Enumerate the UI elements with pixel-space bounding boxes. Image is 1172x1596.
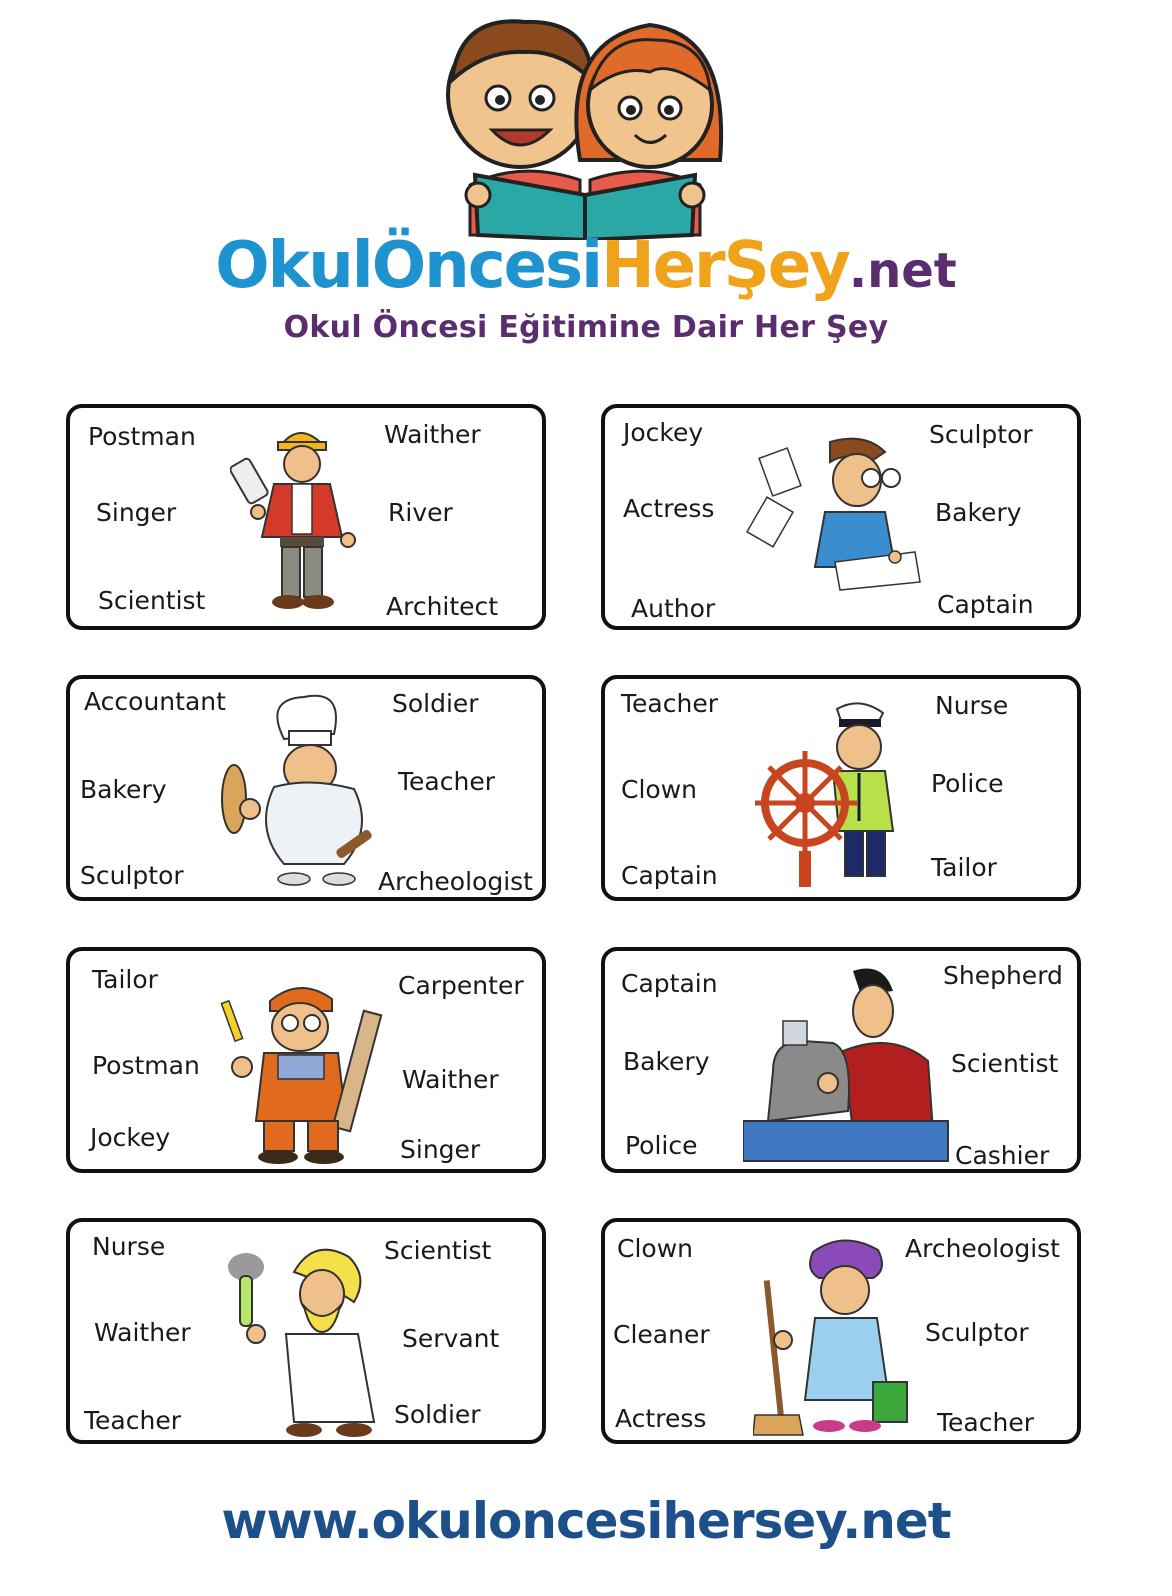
word-option[interactable]: River: [388, 498, 453, 527]
word-option[interactable]: Tailor: [92, 965, 158, 994]
word-option[interactable]: Accountant: [84, 687, 226, 716]
word-option[interactable]: Teacher: [937, 1408, 1034, 1437]
word-option[interactable]: Postman: [92, 1051, 200, 1080]
construction-worker-icon: [230, 422, 370, 612]
word-option[interactable]: Police: [931, 769, 1004, 798]
profession-card-4: [601, 675, 1081, 901]
tagline: Okul Öncesi Eğitimine Dair Her Şey: [283, 310, 889, 345]
word-option[interactable]: Jockey: [623, 418, 704, 447]
word-option[interactable]: Carpenter: [398, 971, 524, 1000]
word-option[interactable]: Bakery: [80, 775, 167, 804]
word-option[interactable]: Actress: [615, 1404, 707, 1433]
word-option[interactable]: Author: [631, 594, 716, 623]
profession-card-7: [66, 1218, 546, 1444]
word-option[interactable]: Clown: [621, 775, 697, 804]
word-option[interactable]: Bakery: [935, 498, 1022, 527]
cleaner-icon: [753, 1230, 923, 1440]
word-option[interactable]: Shepherd: [943, 961, 1063, 990]
word-option[interactable]: Jockey: [90, 1123, 171, 1152]
word-option[interactable]: Scientist: [384, 1236, 492, 1265]
profession-card-1: [66, 404, 546, 630]
word-option[interactable]: Waither: [402, 1065, 499, 1094]
author-writing-icon: [745, 432, 925, 592]
brand-part-net: .net: [848, 243, 957, 299]
word-option[interactable]: Cashier: [955, 1141, 1050, 1170]
word-option[interactable]: Bakery: [623, 1047, 710, 1076]
footer-website-link[interactable]: www.okuloncesihersey.net: [221, 1492, 951, 1550]
word-option[interactable]: Actress: [623, 494, 715, 523]
cashier-icon: [743, 961, 953, 1171]
profession-card-5: [66, 947, 546, 1173]
word-option[interactable]: Archeologist: [378, 867, 533, 896]
word-option[interactable]: Captain: [621, 969, 718, 998]
brand-part-hersey: HerŞey: [601, 229, 849, 303]
profession-card-2: [601, 404, 1081, 630]
brand-part-okuloncesi: OkulÖncesi: [215, 229, 602, 303]
word-option[interactable]: Tailor: [931, 853, 997, 882]
word-option[interactable]: Clown: [617, 1234, 693, 1263]
word-option[interactable]: Teacher: [621, 689, 718, 718]
word-option[interactable]: Archeologist: [905, 1234, 1060, 1263]
profession-card-3: [66, 675, 546, 901]
word-option[interactable]: Sculptor: [925, 1318, 1029, 1347]
word-option[interactable]: Waither: [94, 1318, 191, 1347]
word-option[interactable]: Servant: [402, 1324, 500, 1353]
profession-card-8: [601, 1218, 1081, 1444]
word-option[interactable]: Singer: [96, 498, 177, 527]
word-option[interactable]: Soldier: [392, 689, 479, 718]
word-option[interactable]: Teacher: [398, 767, 495, 796]
word-option[interactable]: Nurse: [935, 691, 1009, 720]
word-option[interactable]: Scientist: [951, 1049, 1059, 1078]
brand-logo-text: [0, 226, 1172, 311]
word-option[interactable]: Police: [625, 1131, 698, 1160]
word-option[interactable]: Sculptor: [80, 861, 184, 890]
kids-reading-logo-icon: [430, 10, 740, 240]
ship-captain-icon: [755, 691, 905, 891]
word-option[interactable]: Architect: [386, 592, 499, 621]
word-option[interactable]: Captain: [937, 590, 1034, 619]
profession-card-6: [601, 947, 1081, 1173]
word-option[interactable]: Waither: [384, 420, 481, 449]
carpenter-icon: [220, 971, 390, 1171]
word-option[interactable]: Scientist: [98, 586, 206, 615]
word-option[interactable]: Singer: [400, 1135, 481, 1164]
word-option[interactable]: Sculptor: [929, 420, 1033, 449]
chef-baker-icon: [214, 689, 394, 889]
word-option[interactable]: Cleaner: [613, 1320, 710, 1349]
word-option[interactable]: Soldier: [394, 1400, 481, 1429]
word-option[interactable]: Captain: [621, 861, 718, 890]
word-option[interactable]: Nurse: [92, 1232, 166, 1261]
word-option[interactable]: Postman: [88, 422, 196, 451]
scientist-icon: [224, 1242, 394, 1442]
word-option[interactable]: Teacher: [84, 1406, 181, 1435]
